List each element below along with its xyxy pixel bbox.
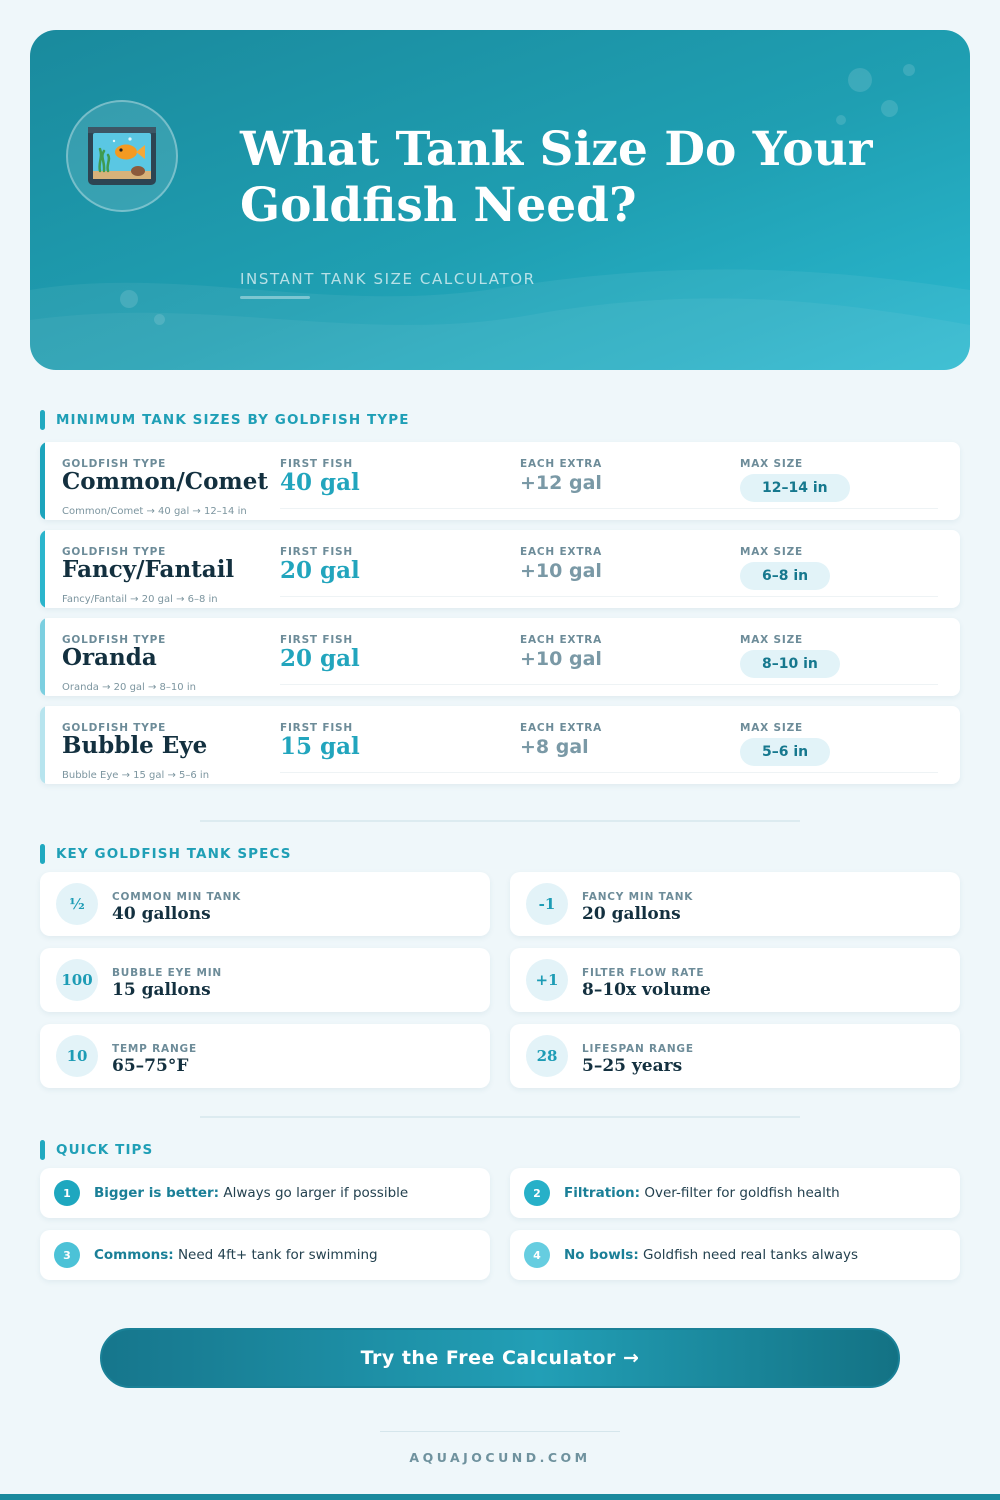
spec-value: 5–25 years: [582, 1056, 683, 1076]
tip-card: [510, 1230, 960, 1280]
each-extra-label: EACH EXTRA: [520, 634, 603, 646]
hero-banner: [30, 30, 970, 370]
max-size-badge: 12–14 in: [740, 474, 850, 502]
bubble-decoration: [903, 64, 915, 76]
max-size-label: MAX SIZE: [740, 458, 803, 470]
spec-card: [510, 948, 960, 1012]
tip-number-badge: 1: [54, 1180, 80, 1206]
goldfish-type-label: GOLDFISH TYPE: [62, 458, 167, 470]
row-divider: [280, 684, 938, 685]
tip-number-badge: 4: [524, 1242, 550, 1268]
footer-site-link[interactable]: AQUAJOCUND.COM: [409, 1450, 591, 1465]
max-size-badge: 5–6 in: [740, 738, 830, 766]
each-extra-label: EACH EXTRA: [520, 458, 603, 470]
heading-accent-bar: [40, 844, 45, 864]
specs-heading: [40, 844, 292, 864]
section-divider: [200, 1116, 800, 1118]
first-fish-label: FIRST FISH: [280, 546, 353, 558]
tip-card: [40, 1168, 490, 1218]
first-fish-label: FIRST FISH: [280, 722, 353, 734]
tips-heading-text: QUICK TIPS: [56, 1142, 154, 1158]
goldfish-type-label: GOLDFISH TYPE: [62, 634, 167, 646]
tank-size-row: [40, 706, 960, 784]
bubble-decoration: [154, 314, 165, 325]
row-summary: Fancy/Fantail → 20 gal → 6–8 in: [62, 594, 218, 605]
tip-text: [564, 1247, 858, 1263]
each-extra-label: EACH EXTRA: [520, 546, 603, 558]
tip-text: [94, 1247, 378, 1263]
first-fish-value: 15 gal: [280, 733, 360, 760]
goldfish-type-label: GOLDFISH TYPE: [62, 546, 167, 558]
first-fish-label: FIRST FISH: [280, 458, 353, 470]
spec-card: [510, 872, 960, 936]
page-title-line-1: What Tank Size Do Your: [240, 122, 873, 177]
goldfish-type-name: Bubble Eye: [62, 732, 208, 759]
tip-title: Commons:: [94, 1247, 174, 1263]
spec-icon: 100: [56, 959, 98, 1001]
tip-title: Bigger is better:: [94, 1185, 220, 1201]
each-extra-value: +10 gal: [520, 648, 602, 670]
tip-body: Goldfish need real tanks always: [643, 1247, 858, 1263]
spec-value: 15 gallons: [112, 980, 211, 1000]
spec-label: FILTER FLOW RATE: [582, 967, 705, 979]
max-size-label: MAX SIZE: [740, 546, 803, 558]
goldfish-type-name: Oranda: [62, 644, 157, 671]
spec-label: BUBBLE EYE MIN: [112, 967, 223, 979]
max-size-badge: 6–8 in: [740, 562, 830, 590]
spec-icon: 28: [526, 1035, 568, 1077]
calculator-cta-button[interactable]: Try the Free Calculator →: [100, 1328, 900, 1388]
tip-text: [94, 1185, 408, 1201]
specs-heading-text: KEY GOLDFISH TANK SPECS: [56, 846, 292, 862]
spec-card: [40, 948, 490, 1012]
row-divider: [280, 772, 938, 773]
spec-label: COMMON MIN TANK: [112, 891, 242, 903]
spec-icon: ½: [56, 883, 98, 925]
heading-accent-bar: [40, 1140, 45, 1160]
spec-card: [40, 872, 490, 936]
tip-number-badge: 2: [524, 1180, 550, 1206]
max-size-badge: 8–10 in: [740, 650, 840, 678]
spec-label: FANCY MIN TANK: [582, 891, 694, 903]
row-accent-bar: [40, 618, 45, 696]
row-accent-bar: [40, 706, 45, 784]
logo-badge: [66, 100, 178, 212]
first-fish-value: 20 gal: [280, 557, 360, 584]
footer-divider: [380, 1431, 620, 1432]
tip-body: Always go larger if possible: [223, 1185, 409, 1201]
section-divider: [200, 820, 800, 822]
heading-accent-bar: [40, 410, 45, 430]
each-extra-label: EACH EXTRA: [520, 722, 603, 734]
tip-number-badge: 3: [54, 1242, 80, 1268]
tank-size-row: [40, 530, 960, 608]
spec-icon: +1: [526, 959, 568, 1001]
row-divider: [280, 596, 938, 597]
fish-tank-icon: [86, 125, 158, 187]
subtitle-underline: [240, 296, 310, 299]
goldfish-type-name: Fancy/Fantail: [62, 556, 235, 583]
spec-value: 65–75°F: [112, 1056, 189, 1076]
first-fish-label: FIRST FISH: [280, 634, 353, 646]
spec-value: 20 gallons: [582, 904, 681, 924]
tip-title: Filtration:: [564, 1185, 641, 1201]
row-accent-bar: [40, 442, 45, 520]
goldfish-type-name: Common/Comet: [62, 468, 269, 495]
page-title-line-2: Goldfish Need?: [240, 178, 637, 233]
tank-size-row: [40, 442, 960, 520]
spec-label: TEMP RANGE: [112, 1043, 197, 1055]
spec-value: 8–10x volume: [582, 980, 711, 1000]
row-summary: Bubble Eye → 15 gal → 5–6 in: [62, 770, 210, 781]
each-extra-value: +10 gal: [520, 560, 602, 582]
row-accent-bar: [40, 530, 45, 608]
row-divider: [280, 508, 938, 509]
max-size-label: MAX SIZE: [740, 722, 803, 734]
tip-text: [564, 1185, 840, 1201]
first-fish-value: 40 gal: [280, 469, 360, 496]
spec-value: 40 gallons: [112, 904, 211, 924]
page-subtitle: INSTANT TANK SIZE CALCULATOR: [240, 270, 536, 288]
bubble-decoration: [120, 290, 138, 308]
bottom-accent-bar: [0, 1494, 1000, 1500]
tip-body: Over-filter for goldfish health: [644, 1185, 840, 1201]
spec-card: [510, 1024, 960, 1088]
tank-size-row: [40, 618, 960, 696]
row-summary: Common/Comet → 40 gal → 12–14 in: [62, 506, 247, 517]
tips-heading: [40, 1140, 153, 1160]
max-size-label: MAX SIZE: [740, 634, 803, 646]
tip-title: No bowls:: [564, 1247, 639, 1263]
each-extra-value: +12 gal: [520, 472, 602, 494]
tip-card: [40, 1230, 490, 1280]
tank-sizes-heading-text: MINIMUM TANK SIZES BY GOLDFISH TYPE: [56, 412, 410, 428]
goldfish-type-label: GOLDFISH TYPE: [62, 722, 167, 734]
first-fish-value: 20 gal: [280, 645, 360, 672]
tank-sizes-heading: [40, 410, 410, 430]
each-extra-value: +8 gal: [520, 736, 589, 758]
page-title: [240, 122, 940, 234]
spec-icon: -1: [526, 883, 568, 925]
bubble-decoration: [848, 68, 872, 92]
tip-card: [510, 1168, 960, 1218]
tip-body: Need 4ft+ tank for swimming: [177, 1247, 378, 1263]
bubble-decoration: [881, 100, 898, 117]
spec-card: [40, 1024, 490, 1088]
row-summary: Oranda → 20 gal → 8–10 in: [62, 682, 196, 693]
spec-label: LIFESPAN RANGE: [582, 1043, 694, 1055]
spec-icon: 10: [56, 1035, 98, 1077]
